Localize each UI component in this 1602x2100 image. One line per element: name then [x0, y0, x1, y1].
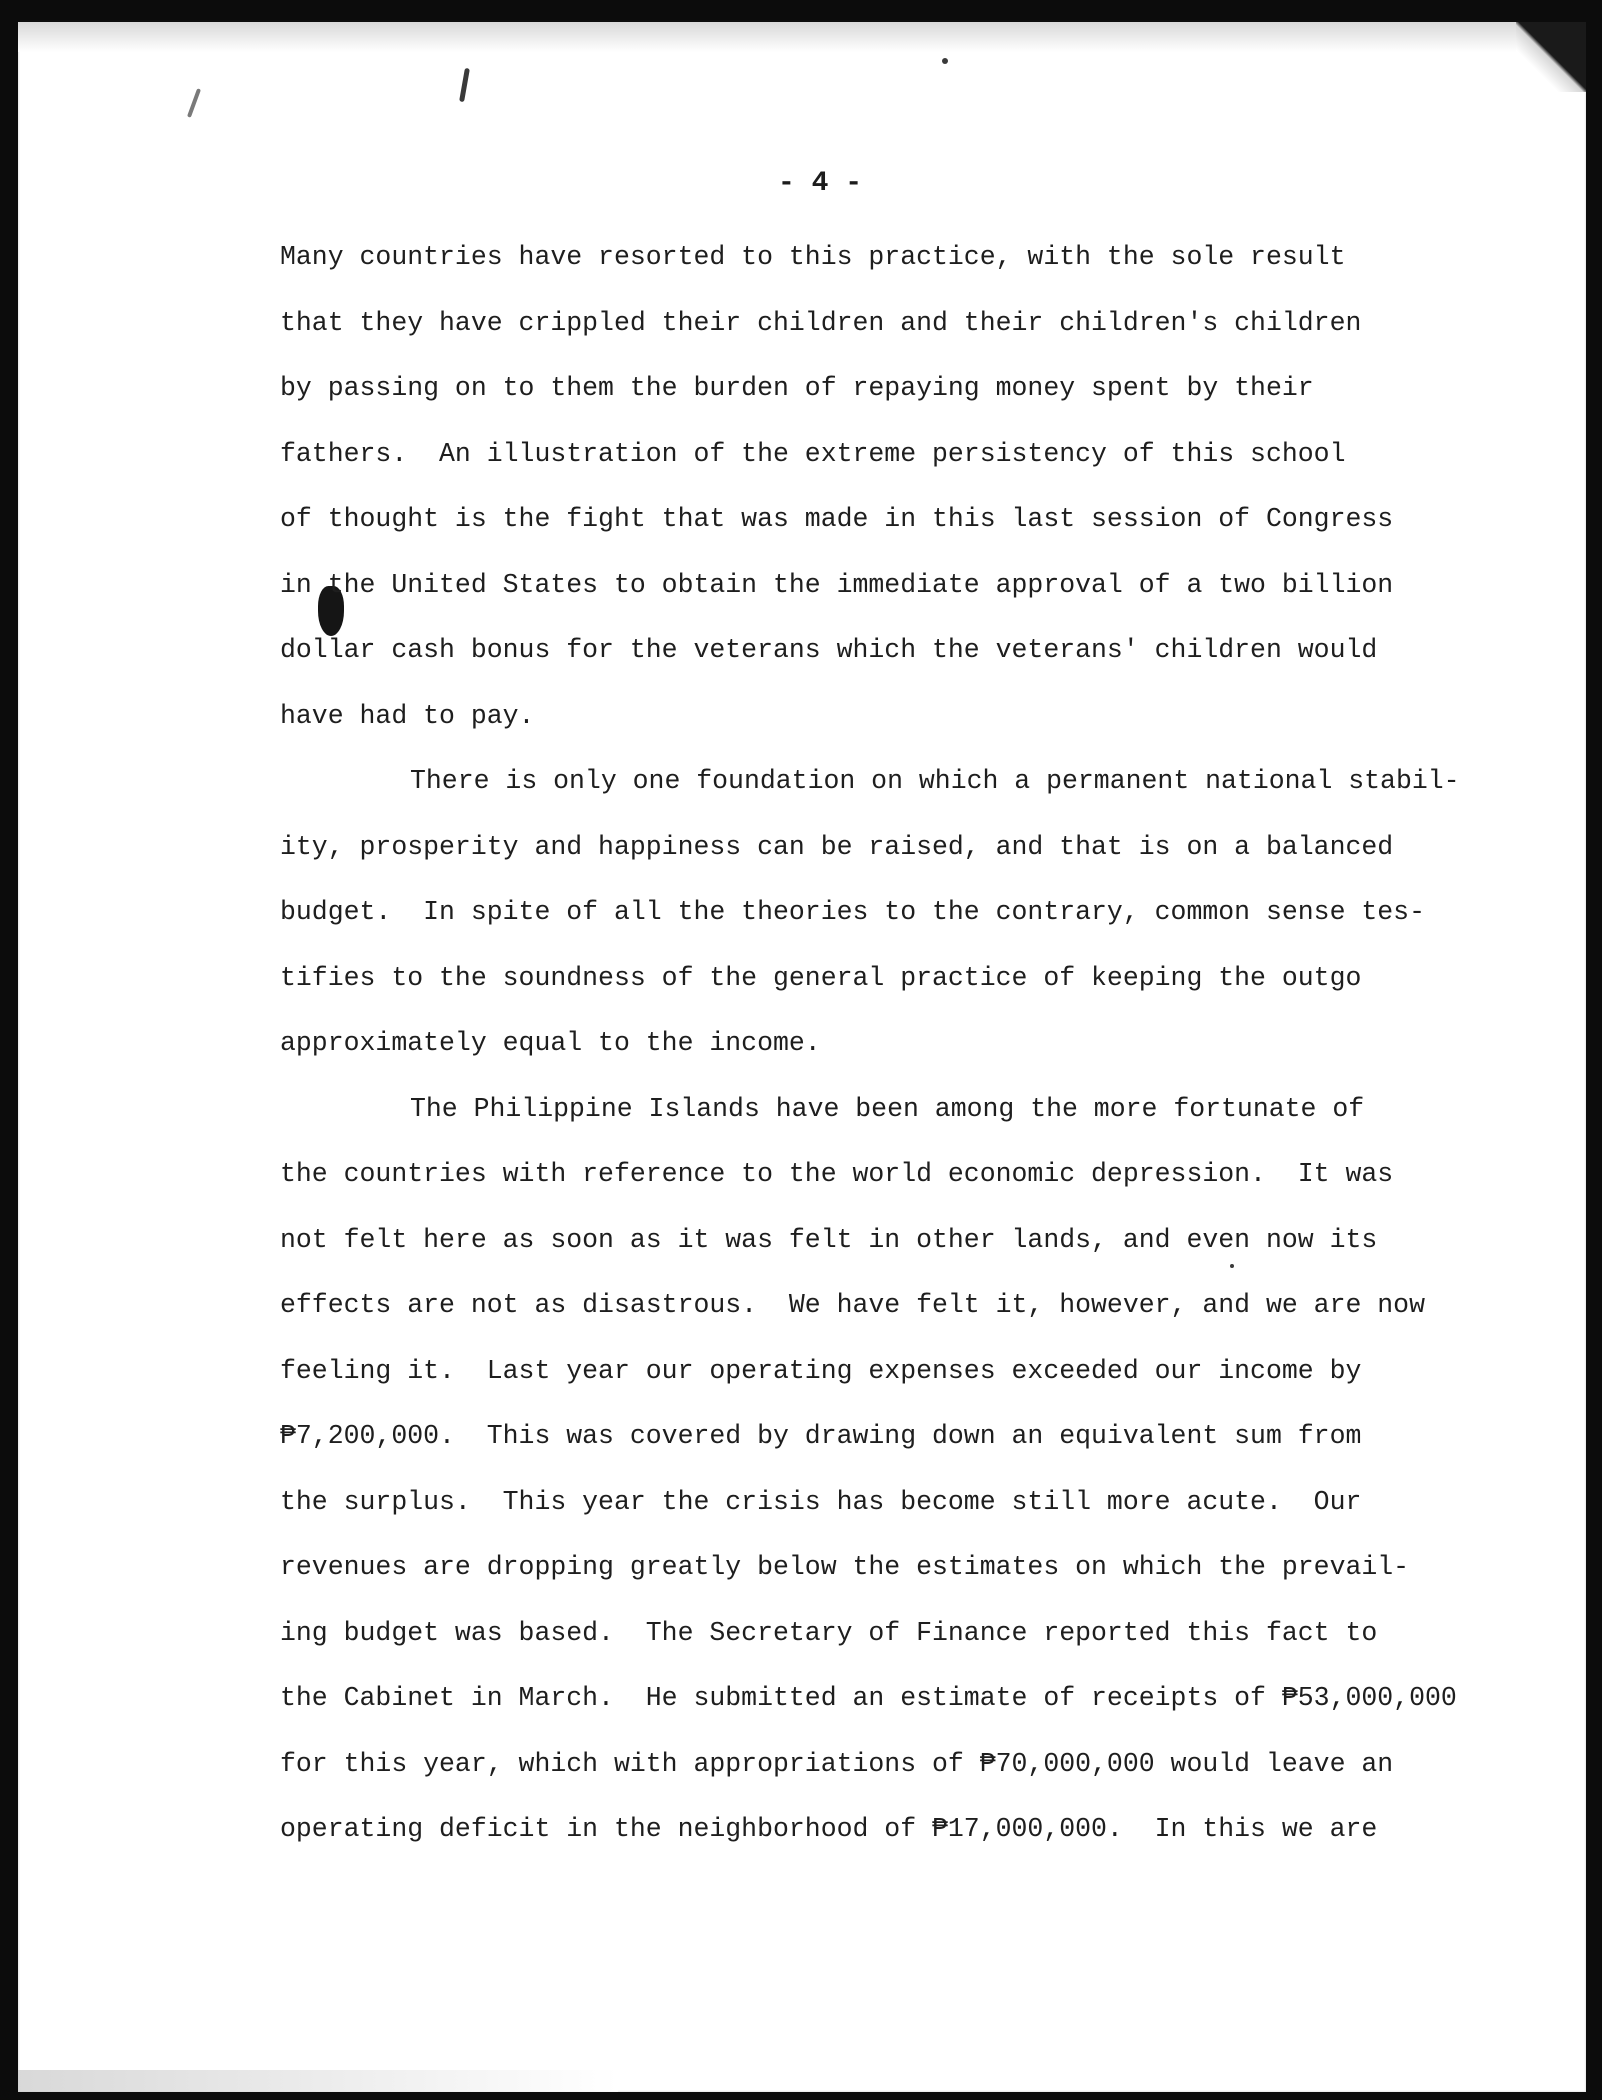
text-line: effects are not as disastrous. We have felt it, however, and we are now [280, 1290, 1425, 1320]
text-line: for this year, which with appropriations of ₱70,000,000 would leave an [280, 1748, 1394, 1779]
text-line: tifies to the soundness of the general practice of keeping the outgo [280, 962, 1362, 993]
text-line: ₱7,200,000. This was covered by drawing down an equivalent sum from [280, 1421, 1362, 1451]
text-line: fathers. An illustration of the extreme persistency of this school [280, 438, 1346, 469]
page-number: - 4 - [777, 168, 862, 199]
paragraph [280, 225, 1520, 749]
text-line: budget. In spite of all the theories to the contrary, common sense tes- [280, 897, 1425, 927]
page-bottom-shadow [18, 2070, 618, 2092]
text-line: operating deficit in the neighborhood of ₱17,000,000. In this we are [280, 1814, 1378, 1844]
text-line: dollar cash bonus for the veterans which the veterans' children would [280, 635, 1378, 665]
text-line: not felt here as soon as it was felt in other lands, and even now its [280, 1224, 1378, 1255]
page-top-shadow [18, 22, 1586, 52]
folded-corner [1516, 22, 1586, 92]
letter-body [280, 225, 1520, 1863]
text-line: by passing on to them the burden of repaying money spent by their [280, 373, 1314, 403]
text-line: in the United States to obtain the immediate approval of a two billion [280, 569, 1394, 600]
text-line: approximately equal to the income. [280, 1028, 821, 1058]
text-line: Many countries have resorted to this practice, with the sole result [280, 242, 1346, 272]
text-line: of thought is the fight that was made in this last session of Congress [280, 504, 1394, 534]
text-line: There is only one foundation on which a permanent national stabil- [410, 766, 1460, 796]
text-line: The Philippine Islands have been among the more fortunate of [410, 1093, 1365, 1124]
ink-speck [942, 58, 948, 64]
text-line: revenues are dropping greatly below the estimates on which the prevail- [280, 1552, 1410, 1582]
text-line: the Cabinet in March. He submitted an estimate of receipts of ₱53,000,000 [280, 1683, 1457, 1713]
text-line: ity, prosperity and happiness can be raised, and that is on a balanced [280, 831, 1394, 862]
text-line: that they have crippled their children and their children's children [280, 307, 1362, 338]
text-line: the countries with reference to the world economic depression. It was [280, 1159, 1394, 1189]
paragraph [280, 749, 1520, 1077]
text-line: the surplus. This year the crisis has become still more acute. Our [280, 1486, 1362, 1517]
text-line: have had to pay. [280, 700, 535, 731]
paragraph [280, 1077, 1520, 1863]
text-line: ing budget was based. The Secretary of Finance reported this fact to [280, 1617, 1378, 1648]
text-line: feeling it. Last year our operating expenses exceeded our income by [280, 1355, 1362, 1386]
